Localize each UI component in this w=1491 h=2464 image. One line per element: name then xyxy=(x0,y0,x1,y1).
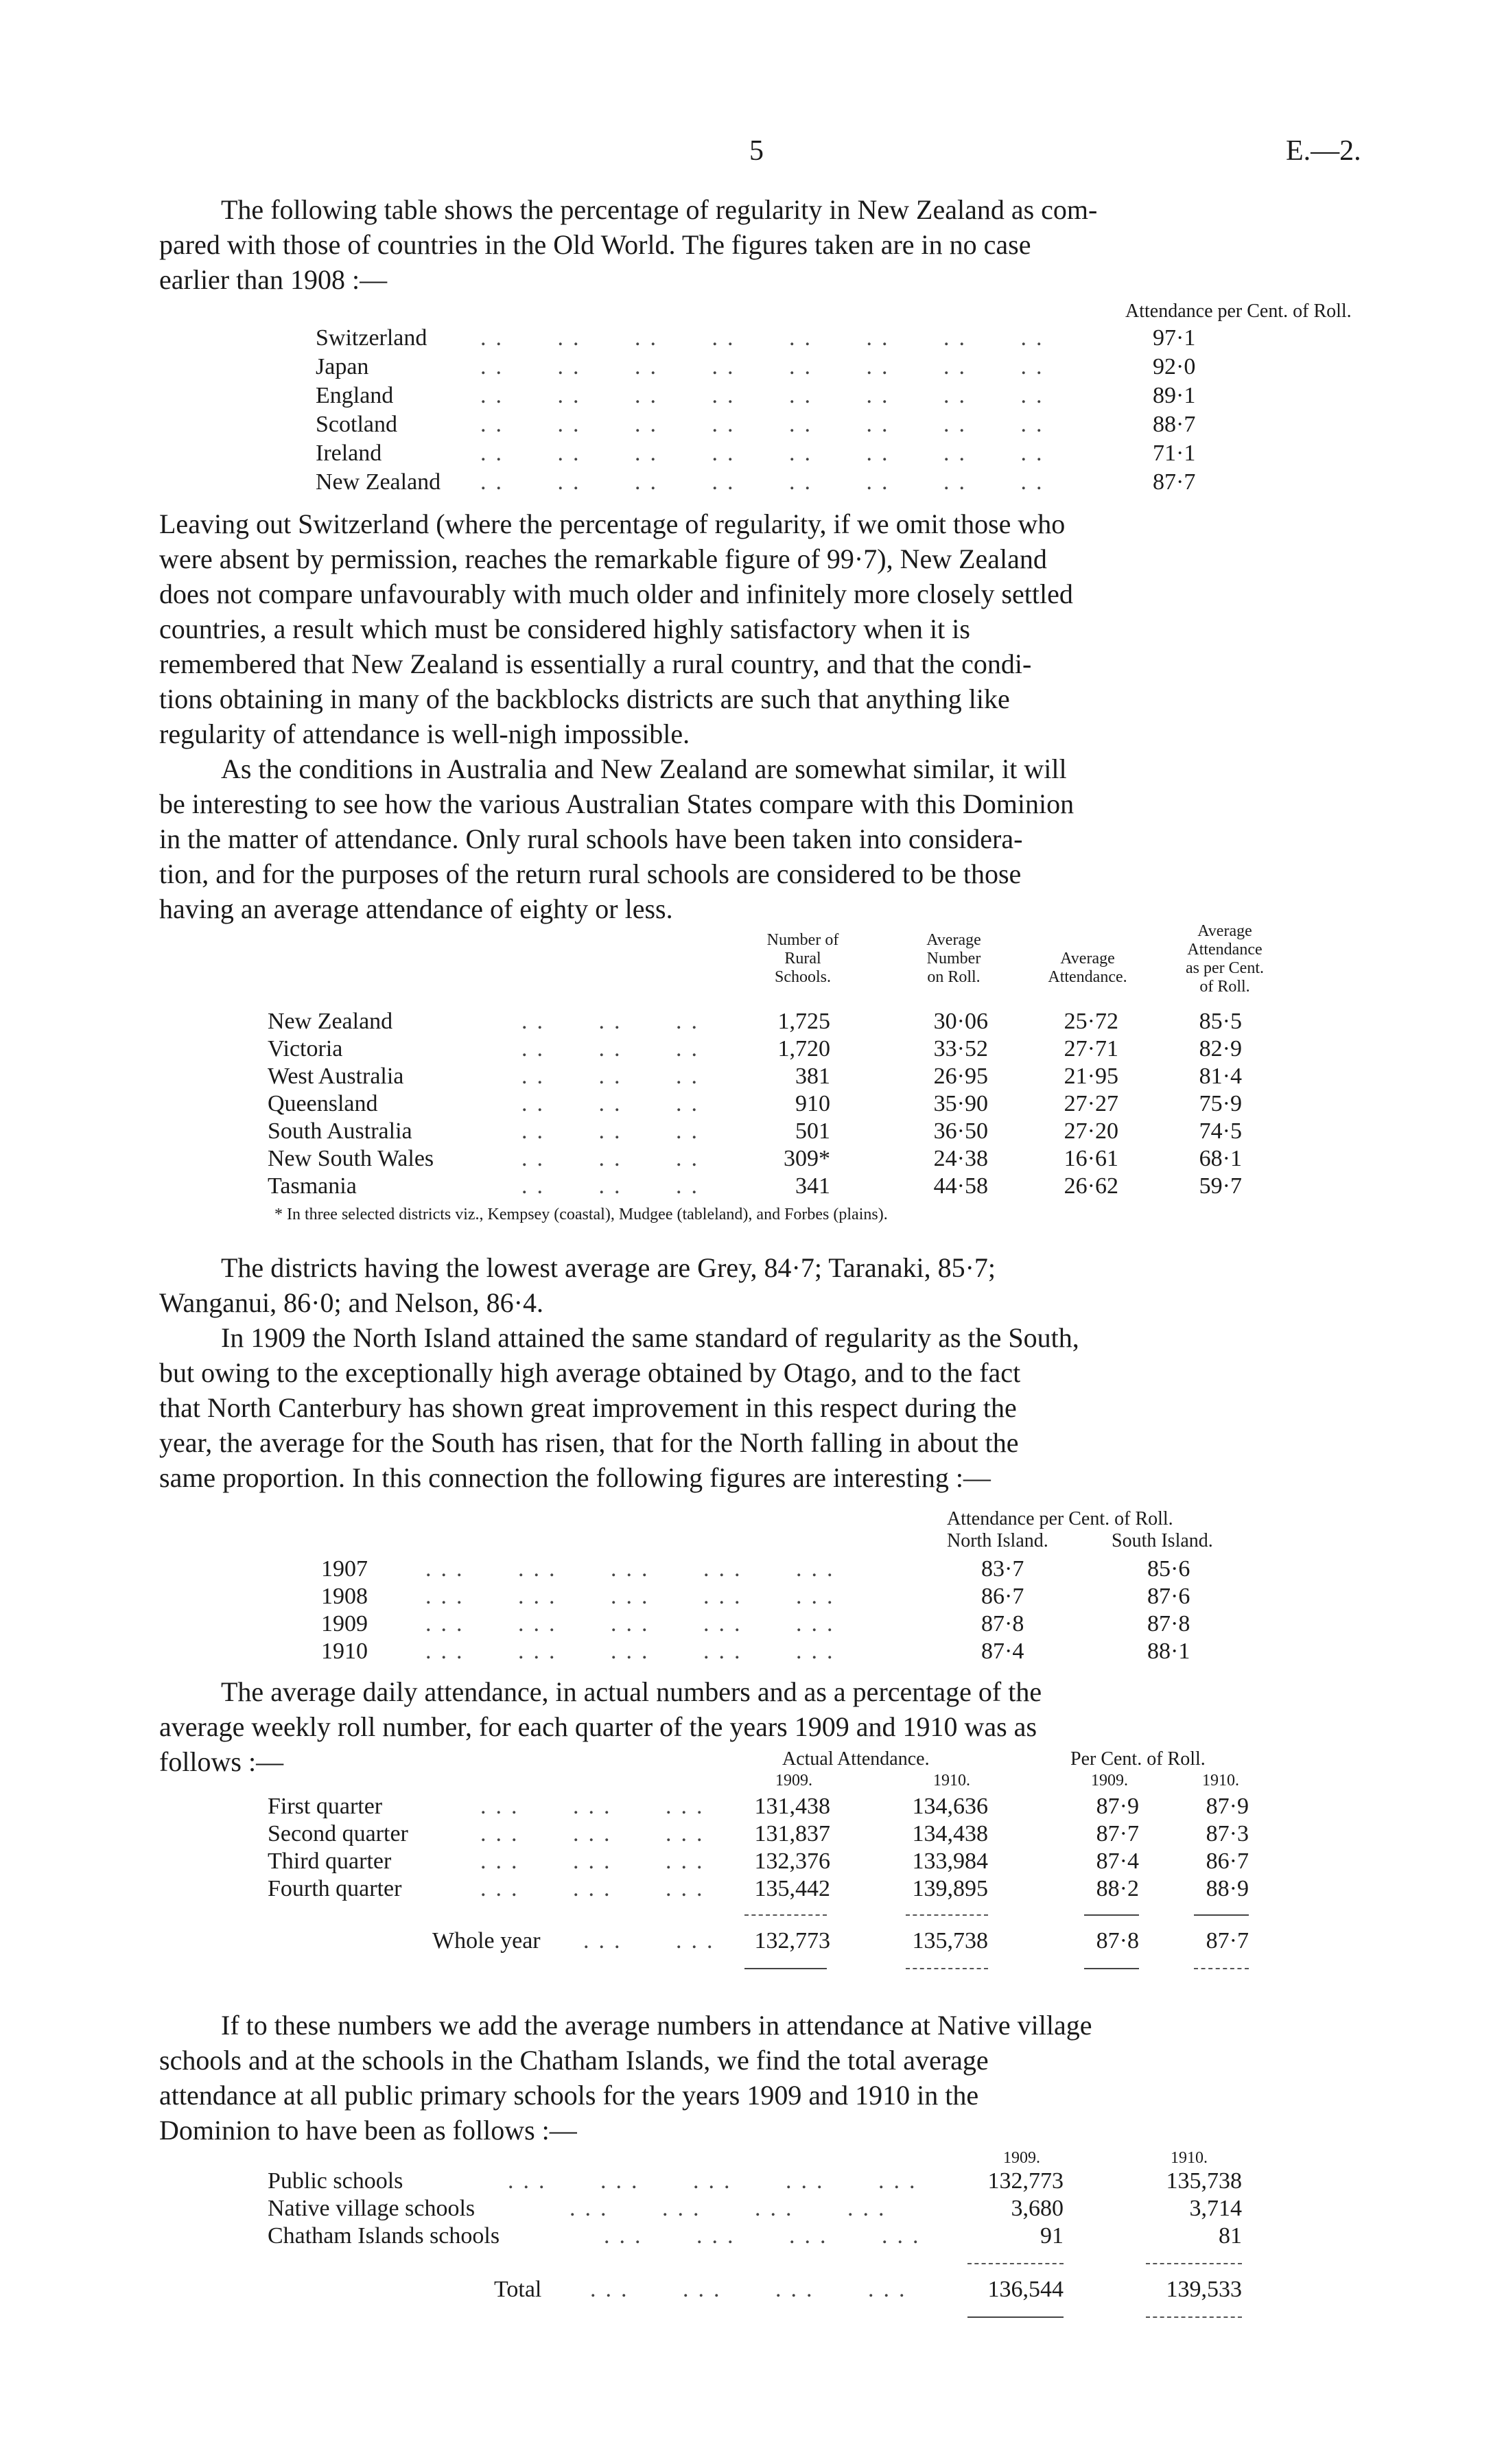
text-line: tion, and for the purposes of the return rural schools are considered to be those xyxy=(159,858,1022,889)
actual-1910: 135,738 xyxy=(912,1928,988,1953)
actual-1910: 134,636 xyxy=(912,1794,988,1819)
percent-1909: 88·2 xyxy=(1096,1876,1139,1901)
divider xyxy=(1084,1914,1139,1916)
text-line: schools and at the schools in the Chatham Islands, we find the total average xyxy=(159,2045,989,2076)
column-year: 1910. xyxy=(933,1772,970,1790)
attendance-value: 27·27 xyxy=(1064,1091,1118,1116)
divider xyxy=(744,1968,827,1969)
south-value: 87·8 xyxy=(1147,1611,1190,1636)
percent-1910: 87·9 xyxy=(1206,1794,1249,1819)
page-number: 5 xyxy=(749,135,764,167)
percent-value: 82·9 xyxy=(1199,1036,1242,1061)
south-value: 87·6 xyxy=(1147,1584,1190,1609)
divider xyxy=(967,2316,1064,2318)
state-name: South Australia xyxy=(268,1118,412,1144)
roll-value: 33·52 xyxy=(933,1036,988,1061)
state-name: Victoria xyxy=(268,1036,343,1061)
schools-value: 501 xyxy=(795,1118,830,1144)
text-line: tions obtaining in many of the backblocks districts are such that anything like xyxy=(159,683,1010,714)
divider xyxy=(906,1968,988,1969)
percent-value: 75·9 xyxy=(1199,1091,1242,1116)
document-page: 5 E.—2. The following table shows the percentage of regularity in New Zealand as com- pared with those of countries in the Old World. The figures taken are in no case earlier than 1908 :— Attendance per Cent. of Roll. Switzerland .. .. .. .. .. .. .. .. 97·1 Japan .. .. .. .. .. .. .. .. 92·0 England .. .. .. .. .. .. .. .. 89·1 Scotland .. .. .. .. .. .. .. .. 88·7 Ireland .. .. .. .. .. .. .. .. 71·1 New Zealand .. .. .. .. .. .. .. .. 87·7 Leaving out Switzerland (where the percentage of regularity, if we omit those who were absent by permission, reaches the remarkable figure of 99·7), New Zealand does not compare unfavourably with much older and infinitely more closely settled countries, a result which must be considered highly satisfactory when it is remembered that New Zealand is essentially a rural country, and that the condi- tions obtaining in many of the backblocks districts are such that anything like regularity of attendance is well-nigh impossible. As the conditions in Australia and New Zealand are somewhat similar, it will be interesting to see how the various Australian States compare with this Dominion in the matter of attendance. Only rural schools have been taken into considera- tion, and for the purposes of the return rural schools are considered to be those having an average attendance of eighty or less. Number of Rural Schools. Average Number on Roll. Average Attendance. Average Attendance as per Cent. of Roll. New Zealand .. .. .. 1,725 30·06 25·72 85·5 Victoria .. .. .. 1,720 33·52 27·71 82·9 West Australia .. .. .. 381 26·95 21·95 81·4 Queensland .. .. .. 910 35·90 27·27 75·9 South Australia .. .. .. 501 36·50 27·20 74·5 New South Wales .. .. .. 309* 24·38 16·61 68·1 Tasmania .. .. .. 341 44·58 26·62 59·7 * In three selected districts viz., Kempsey (coastal), Mudgee (tableland), and Forbes (plains). The districts having the lowest average are Grey, 84·7; Taranaki, 85·7; Wanganui, 86·0; and Nelson, 86·4. In 1909 the North Island attained the same standard of regularity as the South, but owing to the exceptionally high average obtained by Otago, and to the fact that North Canterbury has shown great improvement in this respect during the year, the average for the South has risen, that for the North falling in about the same proportion. In this connection the following figures are interesting :— Attendance per Cent. of Roll. North Island. South Island. 1907 ... ... ... ... ... 83·7 85·6 1908 ... ... ... ... ... 86·7 87·6 1909 ... ... ... ... ... 87·8 87·8 1910 ... ... ... ... ... 87·4 88·1 The average daily attendance, in actual numbers and as a percentage of the average weekly roll number, for each quarter of the years 1909 and 1910 was as follows :— Actual Attendance. Per Cent. of Roll. 1909. 1910. 1909. 1910. First quarter ... ... ... 131,438 134,636 87·9 87·9 Second quarter ... ... ... 131,837 134,438 87·7 87·3 Third quarter ... ... ... 132,376 133,984 87·4 86·7 Fourth quarter ... ... ... 135,442 139,895 88·2 88·9 Whole year ... ... 132,773 135,738 87·8 87·7 If to these numbers we add the average numbers in attendance at Native village schools and at the schools in the Chatham Islands, we find the total average attendance at all public primary schools for the years 1909 and 1910 in the Dominion to have been as follows :— 1909. 1910. Public schools ... ... ... ... ... 132,773 135,738 Native village schools ... ... ... ... 3,680 3,714 Chatham Islands schools ... ... ... ... 91 81 Total ... ... ... ... 136,544 139,533 xyxy=(0,0,1491,2464)
text-line: in the matter of attendance. Only rural schools have been taken into considera- xyxy=(159,823,1023,854)
text-line: regularity of attendance is well-nigh impossible. xyxy=(159,718,690,749)
attendance-value: 21·95 xyxy=(1064,1064,1118,1089)
column-year: 1910. xyxy=(1202,1772,1239,1790)
attendance-value: 26·62 xyxy=(1064,1173,1118,1199)
actual-1909: 131,438 xyxy=(754,1794,830,1819)
state-name: West Australia xyxy=(268,1064,404,1089)
year-label: 1910 xyxy=(321,1639,368,1664)
divider xyxy=(1146,2263,1242,2264)
divider xyxy=(1194,1968,1249,1969)
school-type: Chatham Islands schools xyxy=(268,2223,500,2249)
text-line: pared with those of countries in the Old World. The figures taken are in no case xyxy=(159,229,1031,260)
table-header: Attendance per Cent. of Roll. xyxy=(1125,301,1352,322)
actual-1909: 131,837 xyxy=(754,1821,830,1846)
north-value: 86·7 xyxy=(981,1584,1024,1609)
state-name: Tasmania xyxy=(268,1173,357,1199)
roll-value: 44·58 xyxy=(933,1173,988,1199)
south-value: 88·1 xyxy=(1147,1639,1190,1664)
text-line: having an average attendance of eighty or less. xyxy=(159,893,673,924)
column-header-south: South Island. xyxy=(1112,1530,1213,1551)
school-type: Native village schools xyxy=(268,2196,476,2221)
quarter-label: Third quarter xyxy=(268,1849,392,1874)
north-value: 87·8 xyxy=(981,1611,1024,1636)
quarter-label: First quarter xyxy=(268,1794,383,1819)
text-line: average weekly roll number, for each quarter of the years 1909 and 1910 was as xyxy=(159,1711,1037,1742)
divider xyxy=(1084,1968,1139,1969)
text-line: In 1909 the North Island attained the same standard of regularity as the South, xyxy=(221,1322,1079,1353)
value-1909: 136,544 xyxy=(987,2277,1064,2302)
text-line: Wanganui, 86·0; and Nelson, 86·4. xyxy=(159,1287,543,1318)
country-name: Ireland xyxy=(316,441,382,466)
percent-1909: 87·9 xyxy=(1096,1794,1139,1819)
south-value: 85·6 xyxy=(1147,1556,1190,1582)
column-group-actual: Actual Attendance. xyxy=(782,1748,930,1770)
state-name: New Zealand xyxy=(268,1009,393,1034)
percent-value: 89·1 xyxy=(1153,383,1196,408)
quarter-label: Second quarter xyxy=(268,1821,408,1846)
percent-1910: 87·3 xyxy=(1206,1821,1249,1846)
percent-value: 68·1 xyxy=(1199,1146,1242,1171)
text-line: same proportion. In this connection the following figures are interesting :— xyxy=(159,1462,991,1493)
column-header-north: North Island. xyxy=(947,1530,1048,1551)
table-footnote: * In three selected districts viz., Kempsey (coastal), Mudgee (tableland), and Forbes (plains). xyxy=(274,1206,888,1223)
value-1909: 91 xyxy=(1040,2223,1064,2249)
state-name: Queensland xyxy=(268,1091,378,1116)
value-1910: 139,533 xyxy=(1166,2277,1242,2302)
percent-1910: 88·9 xyxy=(1206,1876,1249,1901)
column-header-percent: Average Attendance as per Cent. of Roll. xyxy=(1186,922,1264,996)
country-name: Scotland xyxy=(316,412,397,437)
country-name: Switzerland xyxy=(316,325,427,351)
value-1910: 3,714 xyxy=(1189,2196,1242,2221)
percent-value: 85·5 xyxy=(1199,1009,1242,1034)
school-type: Public schools xyxy=(268,2168,403,2194)
actual-1910: 139,895 xyxy=(912,1876,988,1901)
value-1909: 3,680 xyxy=(1011,2196,1064,2221)
text-line: but owing to the exceptionally high average obtained by Otago, and to the fact xyxy=(159,1357,1021,1388)
percent-value: 71·1 xyxy=(1153,441,1196,466)
column-header-schools: Number of Rural Schools. xyxy=(766,931,839,986)
actual-1910: 134,438 xyxy=(912,1821,988,1846)
column-year: 1910. xyxy=(1171,2149,1208,2167)
text-line: The average daily attendance, in actual numbers and as a percentage of the xyxy=(221,1676,1042,1707)
percent-value: 88·7 xyxy=(1153,412,1196,437)
percent-value: 87·7 xyxy=(1153,469,1196,495)
text-line: As the conditions in Australia and New Zealand are somewhat similar, it will xyxy=(221,753,1067,784)
text-line: were absent by permission, reaches the remarkable figure of 99·7), New Zealand xyxy=(159,543,1047,574)
percent-value: 81·4 xyxy=(1199,1064,1242,1089)
table-header: Attendance per Cent. of Roll. xyxy=(947,1508,1173,1529)
total-label: Total xyxy=(494,2277,542,2302)
actual-1909: 135,442 xyxy=(754,1876,830,1901)
attendance-value: 27·20 xyxy=(1064,1118,1118,1144)
north-value: 83·7 xyxy=(981,1556,1024,1582)
roll-value: 24·38 xyxy=(933,1146,988,1171)
actual-1909: 132,773 xyxy=(754,1928,830,1953)
total-label: Whole year xyxy=(432,1928,541,1953)
percent-1909: 87·8 xyxy=(1096,1928,1139,1953)
schools-value: 309* xyxy=(784,1146,830,1171)
column-year: 1909. xyxy=(1003,2149,1040,2167)
text-line: year, the average for the South has risen, that for the North falling in about the xyxy=(159,1427,1019,1458)
text-line: Leaving out Switzerland (where the percentage of regularity, if we omit those who xyxy=(159,508,1066,539)
percent-1909: 87·4 xyxy=(1096,1849,1139,1874)
divider xyxy=(906,1914,988,1916)
value-1909: 132,773 xyxy=(987,2168,1064,2194)
column-year: 1909. xyxy=(775,1772,812,1790)
schools-value: 1,720 xyxy=(777,1036,830,1061)
attendance-value: 25·72 xyxy=(1064,1009,1118,1034)
percent-value: 92·0 xyxy=(1153,354,1196,379)
divider xyxy=(744,1914,827,1916)
text-line: follows :— xyxy=(159,1746,284,1777)
year-label: 1909 xyxy=(321,1611,368,1636)
country-name: Japan xyxy=(316,354,369,379)
text-line: The following table shows the percentage of regularity in New Zealand as com- xyxy=(221,194,1098,225)
divider xyxy=(1194,1914,1249,1916)
column-header-attendance: Average Attendance. xyxy=(1048,950,1127,986)
text-line: does not compare unfavourably with much older and infinitely more closely settled xyxy=(159,578,1073,609)
column-header-roll: Average Number on Roll. xyxy=(926,931,981,986)
text-line: remembered that New Zealand is essentially a rural country, and that the condi- xyxy=(159,648,1032,679)
actual-1909: 132,376 xyxy=(754,1849,830,1874)
divider xyxy=(1146,2316,1242,2318)
text-line: earlier than 1908 :— xyxy=(159,264,388,295)
schools-value: 1,725 xyxy=(777,1009,830,1034)
roll-value: 26·95 xyxy=(933,1064,988,1089)
percent-1910: 87·7 xyxy=(1206,1928,1249,1953)
percent-1910: 86·7 xyxy=(1206,1849,1249,1874)
schools-value: 381 xyxy=(795,1064,830,1089)
text-line: countries, a result which must be considered highly satisfactory when it is xyxy=(159,613,970,644)
percent-1909: 87·7 xyxy=(1096,1821,1139,1846)
text-line: be interesting to see how the various Australian States compare with this Dominion xyxy=(159,788,1075,819)
column-group-percent: Per Cent. of Roll. xyxy=(1070,1748,1206,1770)
percent-value: 97·1 xyxy=(1153,325,1196,351)
text-line: Dominion to have been as follows :— xyxy=(159,2115,577,2146)
schools-value: 341 xyxy=(795,1173,830,1199)
country-name: New Zealand xyxy=(316,469,441,495)
divider xyxy=(967,2263,1064,2264)
percent-value: 59·7 xyxy=(1199,1173,1242,1199)
state-name: New South Wales xyxy=(268,1146,434,1171)
attendance-value: 27·71 xyxy=(1064,1036,1118,1061)
roll-value: 30·06 xyxy=(933,1009,988,1034)
attendance-value: 16·61 xyxy=(1064,1146,1118,1171)
document-reference: E.—2. xyxy=(1286,135,1361,167)
text-line: If to these numbers we add the average numbers in attendance at Native village xyxy=(221,2010,1092,2041)
schools-value: 910 xyxy=(795,1091,830,1116)
actual-1910: 133,984 xyxy=(912,1849,988,1874)
column-year: 1909. xyxy=(1091,1772,1128,1790)
country-name: England xyxy=(316,383,394,408)
roll-value: 36·50 xyxy=(933,1118,988,1144)
quarter-label: Fourth quarter xyxy=(268,1876,402,1901)
year-label: 1908 xyxy=(321,1584,368,1609)
year-label: 1907 xyxy=(321,1556,368,1582)
north-value: 87·4 xyxy=(981,1639,1024,1664)
value-1910: 81 xyxy=(1219,2223,1242,2249)
text-line: that North Canterbury has shown great improvement in this respect during the xyxy=(159,1392,1017,1423)
text-line: The districts having the lowest average are Grey, 84·7; Taranaki, 85·7; xyxy=(221,1252,996,1283)
text-line: attendance at all public primary schools for the years 1909 and 1910 in the xyxy=(159,2080,979,2111)
roll-value: 35·90 xyxy=(933,1091,988,1116)
percent-value: 74·5 xyxy=(1199,1118,1242,1144)
value-1910: 135,738 xyxy=(1166,2168,1242,2194)
